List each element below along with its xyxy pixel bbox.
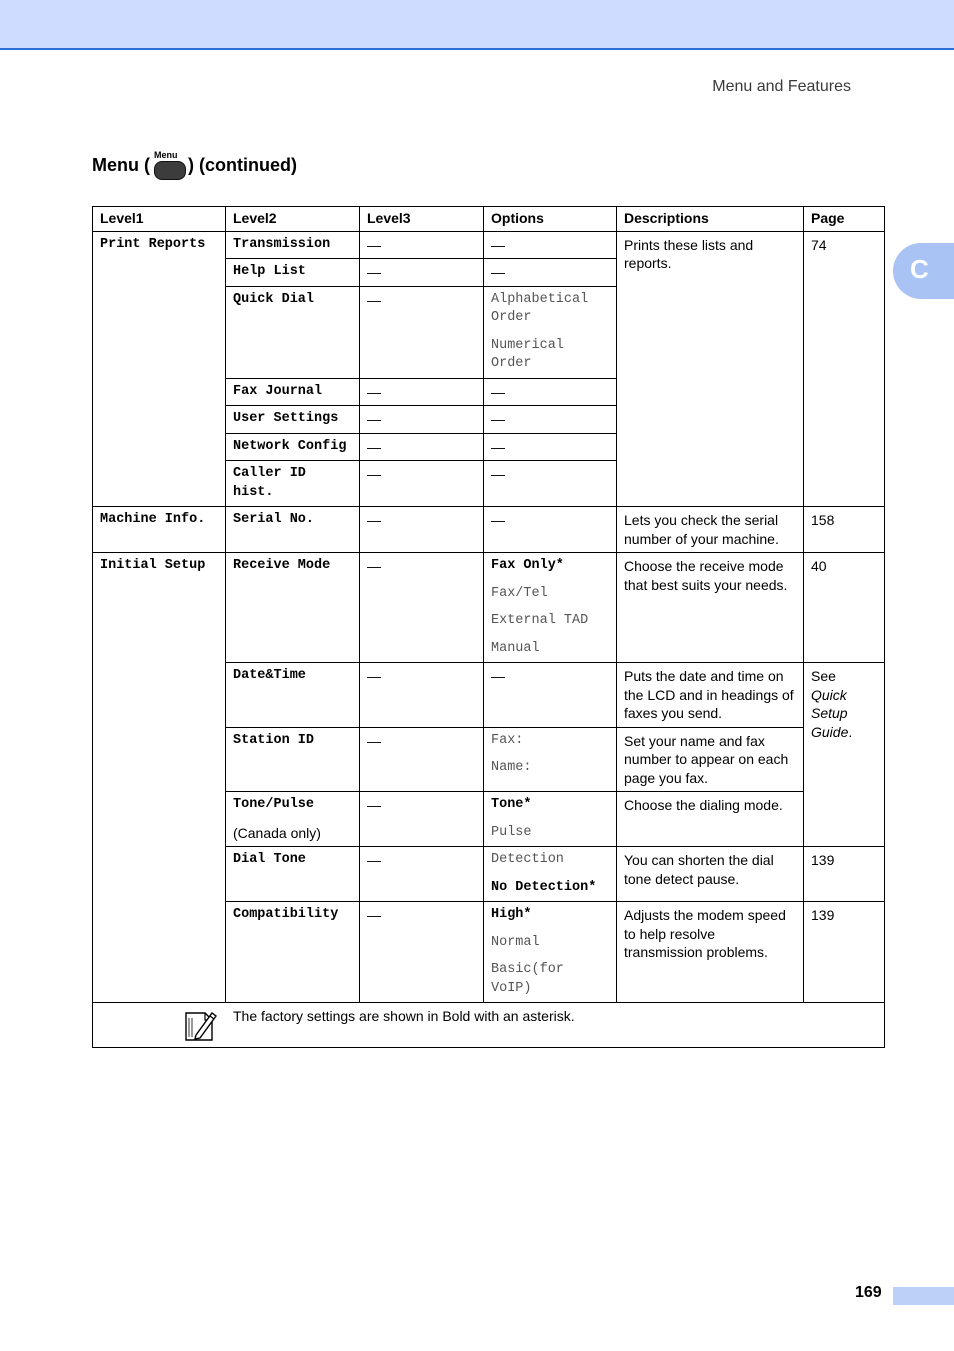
quick-setup-guide-reference: Quick Setup Guide [811, 686, 849, 740]
option-item: Pulse [491, 824, 532, 840]
level2-cell: User Settings [226, 406, 360, 434]
note-row [93, 1003, 885, 1048]
options-cell [484, 286, 617, 378]
header-level3: Level3 [360, 207, 484, 232]
option-item: Numerical Order [491, 337, 564, 371]
page-cell: 139 [804, 847, 885, 902]
options-cell: — [484, 231, 617, 259]
level2-note: (Canada only) [233, 824, 321, 841]
level2-cell: Transmission [226, 231, 360, 259]
menu-key-icon [152, 150, 186, 180]
level2-cell: Station ID [226, 727, 360, 792]
top-banner [0, 0, 954, 50]
level3-cell: — [360, 433, 484, 461]
page-see-text: See [811, 668, 836, 684]
header-level2: Level2 [226, 207, 360, 232]
options-cell [484, 902, 617, 1003]
level3-cell: — [360, 461, 484, 507]
page-title [92, 150, 297, 180]
option-item: Fax/Tel [491, 585, 548, 601]
options-cell: — [484, 433, 617, 461]
level2-cell: Fax Journal [226, 378, 360, 406]
level3-cell: — [360, 663, 484, 728]
page-cell: 139 [804, 902, 885, 1003]
options-cell: — [484, 259, 617, 287]
chapter-tab [893, 243, 954, 299]
option-item: Alphabetical Order [491, 291, 589, 325]
page-number-band [893, 1287, 954, 1305]
level2-cell: Caller ID hist. [226, 461, 360, 507]
options-cell [484, 553, 617, 663]
description-cell: Choose the dialing mode. [617, 792, 804, 847]
level3-cell: — [360, 847, 484, 902]
option-item: High* [491, 907, 532, 922]
level3-cell: — [360, 231, 484, 259]
description-cell: Choose the receive mode that best suits your needs. [617, 553, 804, 663]
level1-cell: Machine Info. [93, 507, 226, 553]
page-period: . [848, 723, 853, 740]
chapter-tab-letter: C [910, 254, 929, 284]
header-level1: Level1 [93, 207, 226, 232]
level2-cell: Serial No. [226, 507, 360, 553]
note-text: The factory settings are shown in Bold with an asterisk. [233, 1008, 575, 1024]
options-cell [484, 727, 617, 792]
menu-table [92, 206, 885, 1048]
description-cell: Adjusts the modem speed to help resolve transmission problems. [617, 902, 804, 1003]
option-item: Fax: [491, 732, 524, 748]
options-cell: — [484, 663, 617, 728]
header-options: Options [484, 207, 617, 232]
option-item: Basic(for VoIP) [491, 962, 564, 996]
description-cell: Prints these lists and reports. [617, 231, 804, 507]
description-cell: Set your name and fax number to appear on each page you fax. [617, 727, 804, 792]
options-cell: — [484, 461, 617, 507]
level3-cell: — [360, 259, 484, 287]
level2-cell: Receive Mode [226, 553, 360, 663]
table-row [93, 507, 885, 553]
table-row [93, 231, 885, 259]
level3-cell: — [360, 286, 484, 378]
level2-cell: Dial Tone [226, 847, 360, 902]
level3-cell: — [360, 902, 484, 1003]
level2-cell: Compatibility [226, 902, 360, 1003]
level3-cell: — [360, 727, 484, 792]
table-row [93, 553, 885, 663]
level3-cell: — [360, 792, 484, 847]
level2-cell: Quick Dial [226, 286, 360, 378]
level2-cell: Network Config [226, 433, 360, 461]
level2-label: Tone/Pulse [233, 797, 315, 812]
option-item: Name: [491, 760, 532, 775]
description-cell: Lets you check the serial number of your machine. [617, 507, 804, 553]
header-page: Page [804, 207, 885, 232]
level1-cell: Print Reports [93, 231, 226, 507]
option-item: Normal [491, 934, 540, 950]
header-descriptions: Descriptions [617, 207, 804, 232]
level2-cell: Help List [226, 259, 360, 287]
title-prefix: Menu ( [92, 154, 150, 175]
level2-cell [226, 792, 360, 847]
level3-cell: — [360, 378, 484, 406]
level3-cell: — [360, 507, 484, 553]
page-number: 169 [855, 1284, 882, 1301]
option-item: Detection [491, 852, 564, 867]
page-cell: 40 [804, 553, 885, 663]
note-pencil-icon [183, 1009, 217, 1043]
menu-key-button-shape [154, 161, 186, 180]
options-cell: — [484, 507, 617, 553]
options-cell: — [484, 378, 617, 406]
level3-cell: — [360, 406, 484, 434]
option-item: Manual [491, 640, 540, 656]
description-cell: Puts the date and time on the LCD and in headings of faxes you send. [617, 663, 804, 728]
menu-key-label: Menu [154, 150, 178, 160]
level3-cell: — [360, 553, 484, 663]
note-cell [93, 1003, 885, 1048]
section-header: Menu and Features [712, 78, 851, 95]
options-cell: — [484, 406, 617, 434]
page-cell: 74 [804, 231, 885, 507]
options-cell [484, 847, 617, 902]
page-cell: 158 [804, 507, 885, 553]
level1-cell: Initial Setup [93, 553, 226, 1003]
title-suffix: ) (continued) [188, 154, 297, 175]
option-item: No Detection* [491, 879, 597, 895]
options-cell [484, 792, 617, 847]
description-cell: You can shorten the dial tone detect pause. [617, 847, 804, 902]
level2-cell: Date&Time [226, 663, 360, 728]
option-item: Fax Only* [491, 558, 564, 573]
option-item: Tone* [491, 797, 532, 812]
page-cell [804, 663, 885, 847]
option-item: External TAD [491, 613, 589, 628]
table-header-row [93, 207, 885, 232]
